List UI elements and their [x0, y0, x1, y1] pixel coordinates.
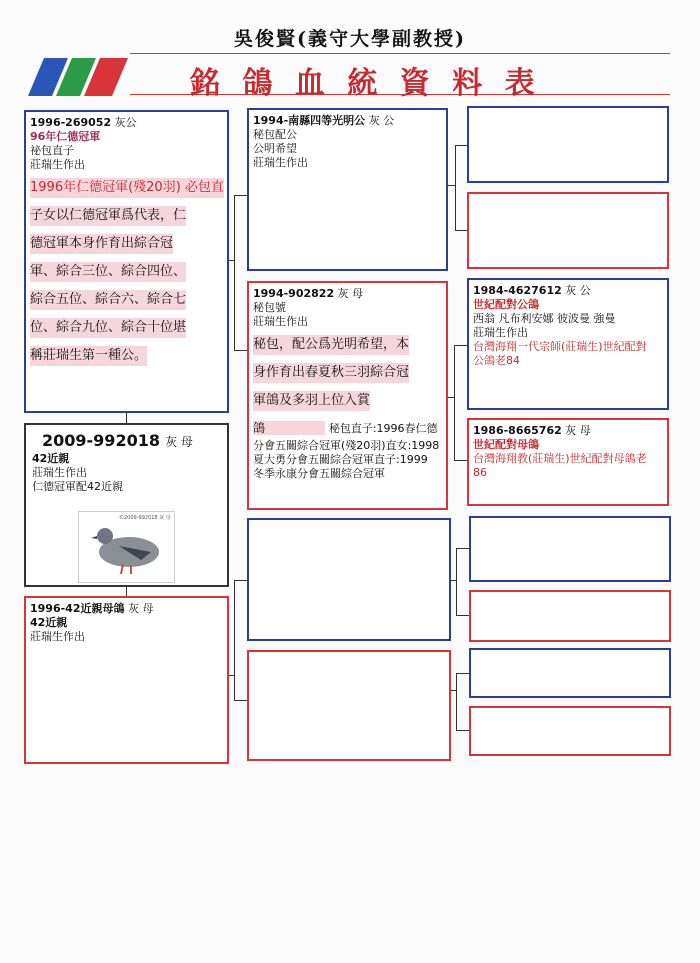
granddam-desc-line: 秘包，配公爲光明希望，本 [253, 335, 409, 355]
ggdam-note: 台灣海翔教(莊瑞生)世紀配對母鴿老 [473, 452, 647, 465]
ggsire-color-sex: 灰 公 [565, 284, 591, 297]
sire-color-sex: 灰公 [114, 116, 137, 129]
pigeon-photo [78, 511, 175, 583]
connector [234, 580, 235, 700]
sire-title: 96年仁德冠軍 [30, 130, 101, 143]
dam-name: 42近親 [30, 616, 68, 629]
connector [456, 615, 469, 616]
sire-desc-line: 稱莊瑞生第一種公。 [30, 346, 147, 366]
dam-color-sex: 灰 母 [128, 602, 154, 615]
sire-name: 祕包直子 [30, 144, 74, 157]
subject-note: 仁德冠軍配42近親 [32, 480, 123, 493]
ggdam-note: 86 [473, 466, 487, 479]
gg-box-1 [467, 106, 669, 183]
subject-card [24, 423, 229, 587]
ggsire-title: 世紀配對公鴿 [473, 298, 539, 311]
granddam-color-sex: 灰 母 [337, 287, 364, 300]
gg-box-7 [469, 648, 671, 698]
sire-desc-line: 1996年仁德冠軍(殘20羽) 必包直 [30, 178, 224, 198]
granddam-note: 冬季永康分會五關綜合冠軍 [253, 467, 385, 480]
sire-card [24, 110, 229, 413]
grandsire-color-sex: 灰 公 [368, 114, 395, 127]
connector [456, 673, 457, 730]
sire-desc-line: 子女以仁德冠軍爲代表，仁 [30, 206, 186, 226]
brand-stripes-logo [28, 58, 138, 96]
granddam-breeder: 莊瑞生作出 [253, 315, 308, 328]
sire-desc-line: 德冠軍本身作育出綜合冠 [30, 234, 173, 254]
gg-box-2 [467, 192, 669, 269]
grandsire-card [247, 108, 448, 271]
sire-desc-line: 綜合五位、綜合六、綜合七 [30, 290, 186, 310]
ggdam-title: 世紀配對母鴿 [473, 438, 539, 451]
subject-name: 42近親 [32, 452, 70, 465]
granddam-name: 秘包號 [253, 301, 286, 314]
granddam-note: 分會五關綜合冠軍(殘20羽)直女:1998 [253, 439, 440, 452]
connector [456, 730, 469, 731]
connector [456, 548, 457, 615]
subject-band: 2009-992018 [42, 431, 160, 450]
connector [234, 195, 235, 350]
connector [234, 195, 247, 196]
great-grandsire-card [467, 278, 669, 410]
dam-band: 1996-42近親母鴿 [30, 602, 125, 615]
ggdam-color-sex: 灰 母 [565, 424, 591, 437]
grandsire-sire: 秘包配公 [253, 128, 297, 141]
ggsire-names: 西翁 凡布利安娜 彼波曼 強曼 [473, 312, 616, 325]
granddam-desc-word: 鴿 [253, 421, 325, 435]
connector [234, 700, 247, 701]
connector [456, 673, 469, 674]
connector [454, 460, 467, 461]
connector [455, 230, 467, 231]
grandsire-breeder: 莊瑞生作出 [253, 156, 308, 169]
sire-band: 1996-269052 [30, 116, 112, 129]
ggsire-note: 台灣海翔一代宗師(莊瑞生)世紀配對 [473, 340, 647, 353]
subject-breeder: 莊瑞生作出 [32, 466, 87, 479]
granddam-desc-line: 身作育出春夏秋三羽綜合冠 [253, 363, 409, 383]
ggsire-breeder: 莊瑞生作出 [473, 326, 528, 339]
photo-caption: ©2009-992018 灰 母 [119, 515, 171, 521]
sire-breeder: 莊瑞生作出 [30, 158, 85, 171]
dam-card [24, 596, 229, 764]
granddam-band: 1994-902822 [253, 287, 335, 300]
granddam-desc-tail: 秘包直子:1996春仁德 [328, 422, 438, 435]
gg-box-8 [469, 706, 671, 756]
grandsire-dam: 公明希望 [253, 142, 297, 155]
owner-title: 吳俊賢(義守大學副教授) [234, 28, 466, 50]
connector [454, 345, 467, 346]
maternal-grandsire-card [247, 518, 451, 641]
ggsire-band: 1984-4627612 [473, 284, 562, 297]
granddam-desc-line: 軍鴿及多羽上位入賞 [253, 391, 370, 411]
sire-desc-line: 位、綜合九位、綜合十位堪 [30, 318, 186, 338]
ggsire-note: 公鴿老84 [473, 354, 520, 367]
connector [455, 145, 467, 146]
subject-color-sex: 灰 母 [165, 435, 193, 449]
gg-box-6 [469, 590, 671, 642]
ggdam-band: 1986-8665762 [473, 424, 562, 437]
sire-desc-line: 軍、綜合三位、綜合四位、 [30, 262, 186, 282]
grandsire-band: 1994-南縣四等光明公 [253, 114, 366, 127]
connector [234, 580, 247, 581]
connector [447, 185, 455, 186]
page-title: 銘 鴿 血 統 資 料 表 [190, 66, 541, 101]
connector [234, 350, 247, 351]
connector [455, 145, 456, 230]
dam-breeder: 莊瑞生作出 [30, 630, 85, 643]
great-granddam-card [467, 418, 669, 506]
connector [456, 548, 469, 549]
gg-box-5 [469, 516, 671, 582]
connector [454, 345, 455, 460]
pigeon-icon [79, 512, 174, 582]
header-divider [130, 53, 670, 54]
granddam-note: 夏大勇分會五關綜合冠軍直子:1999 [253, 453, 428, 466]
connector [126, 586, 127, 596]
maternal-granddam-card [247, 650, 451, 761]
granddam-card [247, 281, 448, 510]
